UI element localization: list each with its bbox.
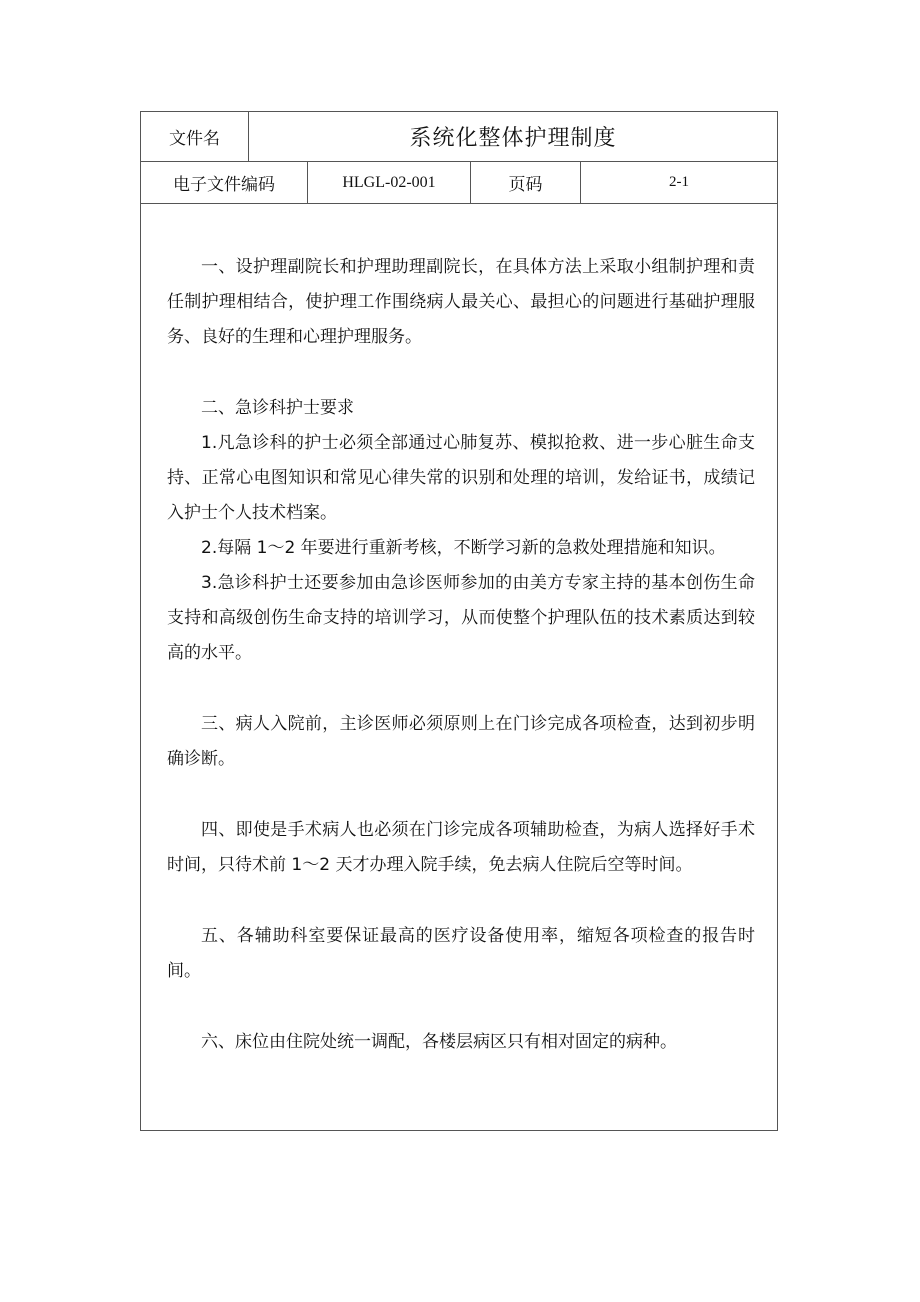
filename-label: 文件名	[141, 112, 249, 161]
document-table	[140, 111, 778, 1131]
paragraph-section-3: 三、病人入院前，主诊医师必须原则上在门诊完成各项检查，达到初步明确诊断。	[167, 714, 755, 769]
paragraph-section-2-item-3: 3.急诊科护士还要参加由急诊医师参加的由美方专家主持的基本创伤生命支持和高级创伤生命支持的培训学习，从而使整个护理队伍的技术素质达到较高的水平。	[167, 573, 755, 663]
page-label: 页码	[471, 162, 581, 203]
header-row-title	[141, 112, 777, 162]
file-code-label: 电子文件编码	[141, 162, 308, 203]
paragraph-section-5: 五、各辅助科室要保证最高的医疗设备使用率，缩短各项检查的报告时间。	[167, 926, 755, 981]
paragraph-section-2-heading: 二、急诊科护士要求	[201, 398, 354, 418]
paragraph-section-1: 一、设护理副院长和护理助理副院长，在具体方法上采取小组制护理和责任制护理相结合，使护理工作围绕病人最关心、最担心的问题进行基础护理服务、良好的生理和心理护理服务。	[167, 257, 755, 347]
document-title: 系统化整体护理制度	[409, 126, 617, 151]
file-code-value: HLGL-02-001	[308, 162, 471, 203]
paragraph-section-2-item-2: 2.每隔 1～2 年要进行重新考核，不断学习新的急救处理措施和知识。	[201, 538, 726, 558]
header-row-meta	[141, 162, 777, 204]
paragraph-section-4: 四、即使是手术病人也必须在门诊完成各项辅助检查，为病人选择好手术时间，只待术前 1～2 天才办理入院手续，免去病人住院后空等时间。	[167, 820, 755, 875]
paragraph-section-6: 六、床位由住院处统一调配，各楼层病区只有相对固定的病种。	[201, 1032, 677, 1052]
paragraph-section-2-item-1: 1.凡急诊科的护士必须全部通过心肺复苏、模拟抢救、进一步心脏生命支持、正常心电图知识和常见心律失常的识别和处理的培训，发给证书，成绩记入护士个人技术档案。	[167, 433, 755, 523]
document-body	[167, 250, 755, 1060]
page-value: 2-1	[669, 174, 689, 190]
